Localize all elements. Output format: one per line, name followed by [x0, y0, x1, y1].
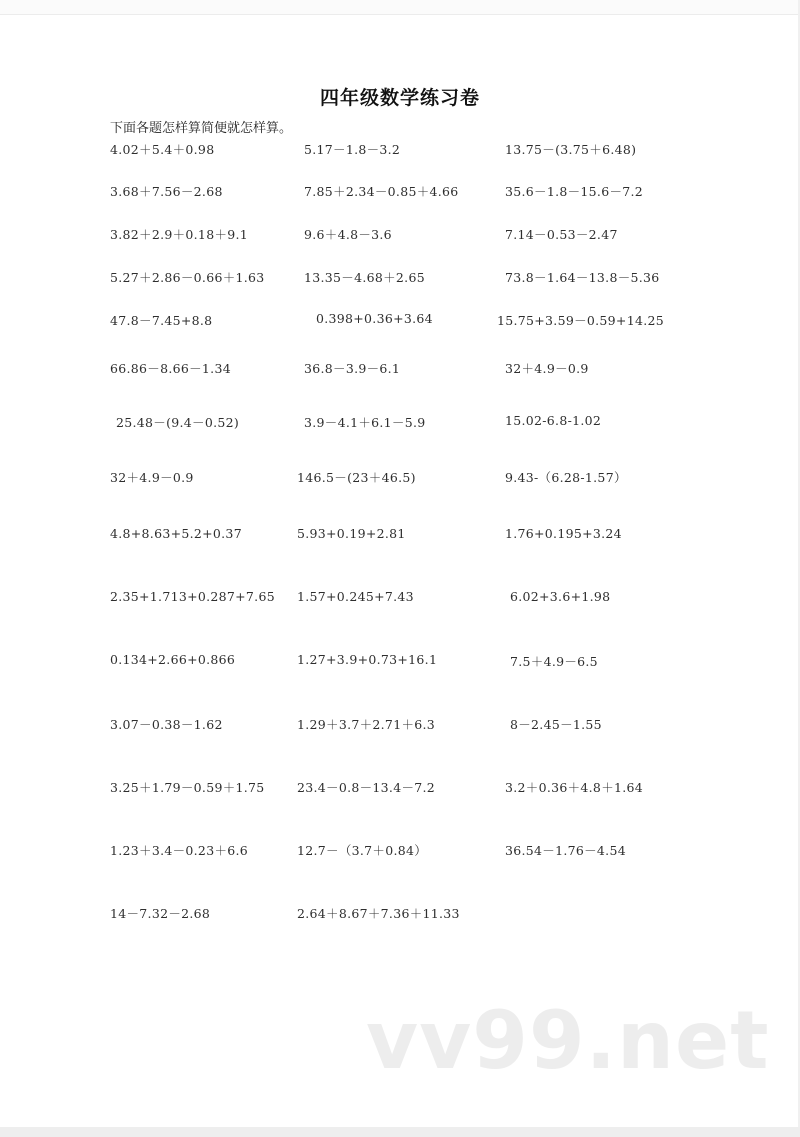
problem-r3-c3: 7.14－0.53－2.47: [505, 227, 618, 242]
problem-r10-c1: 2.35+1.713+0.287+7.65: [110, 589, 275, 604]
bottom-border: [0, 1127, 800, 1137]
problem-r7-c1: 25.48－(9.4－0.52): [116, 415, 240, 430]
problem-r1-c1: 4.02＋5.4＋0.98: [110, 142, 215, 157]
problem-r15-c2: 2.64＋8.67＋7.36＋11.33: [297, 906, 460, 921]
problem-r13-c3: 3.2＋0.36＋4.8＋1.64: [505, 780, 644, 795]
problem-r13-c2: 23.4－0.8－13.4－7.2: [297, 780, 436, 795]
problem-r2-c3: 35.6－1.8－15.6－7.2: [505, 184, 644, 199]
problem-r1-c2: 5.17－1.8－3.2: [304, 142, 401, 157]
problem-r3-c1: 3.82＋2.9＋0.18＋9.1: [110, 227, 249, 242]
problem-r4-c2: 13.35－4.68＋2.65: [304, 270, 425, 285]
problem-r2-c2: 7.85＋2.34－0.85＋4.66: [304, 184, 459, 199]
problem-r7-c2: 3.9－4.1＋6.1－5.9: [304, 415, 426, 430]
problem-r9-c2: 5.93+0.19+2.81: [297, 526, 406, 541]
problem-r4-c3: 73.8－1.64－13.8－5.36: [505, 270, 660, 285]
problem-r2-c1: 3.68＋7.56－2.68: [110, 184, 223, 199]
problem-r9-c1: 4.8+8.63+5.2+0.37: [110, 526, 242, 541]
problem-r10-c2: 1.57+0.245+7.43: [297, 589, 414, 604]
problem-r9-c3: 1.76+0.195+3.24: [505, 526, 622, 541]
problem-r8-c3: 9.43-（6.28-1.57）: [505, 470, 627, 485]
problem-r7-c3: 15.02-6.8-1.02: [505, 413, 602, 428]
problem-r11-c1: 0.134+2.66+0.866: [110, 652, 236, 667]
problem-r11-c3: 7.5＋4.9－6.5: [510, 654, 598, 669]
problem-r8-c2: 146.5－(23＋46.5): [297, 470, 416, 485]
problem-r12-c1: 3.07－0.38－1.62: [110, 717, 223, 732]
problem-r11-c2: 1.27+3.9+0.73+16.1: [297, 652, 438, 667]
problem-r5-c1: 47.8－7.45+8.8: [110, 313, 213, 328]
problem-r15-c1: 14－7.32－2.68: [110, 906, 211, 921]
problem-r12-c2: 1.29＋3.7＋2.71＋6.3: [297, 717, 436, 732]
problem-r14-c2: 12.7－（3.7＋0.84）: [297, 843, 428, 858]
problem-r5-c3: 15.75+3.59－0.59+14.25: [497, 313, 664, 328]
problem-r10-c3: 6.02+3.6+1.98: [510, 589, 611, 604]
problem-r1-c3: 13.75－(3.75＋6.48): [505, 142, 637, 157]
problem-r14-c1: 1.23＋3.4－0.23＋6.6: [110, 843, 249, 858]
top-border: [0, 0, 800, 15]
page-title: 四年级数学练习卷: [319, 87, 480, 109]
problem-r14-c3: 36.54－1.76－4.54: [505, 843, 626, 858]
problem-r3-c2: 9.6＋4.8－3.6: [304, 227, 392, 242]
problem-r5-c2: 0.398+0.36+3.64: [316, 311, 433, 326]
problem-r6-c1: 66.86－8.66－1.34: [110, 361, 231, 376]
problem-r8-c1: 32＋4.9－0.9: [110, 470, 194, 485]
instruction-text: 下面各题怎样算简便就怎样算。: [110, 121, 293, 136]
problem-r6-c3: 32＋4.9－0.9: [505, 361, 589, 376]
problem-r13-c1: 3.25＋1.79－0.59＋1.75: [110, 780, 265, 795]
problem-r6-c2: 36.8－3.9－6.1: [304, 361, 401, 376]
problem-r12-c3: 8－2.45－1.55: [510, 717, 602, 732]
watermark-text: vv99.net: [366, 994, 770, 1087]
problem-r4-c1: 5.27＋2.86－0.66＋1.63: [110, 270, 265, 285]
